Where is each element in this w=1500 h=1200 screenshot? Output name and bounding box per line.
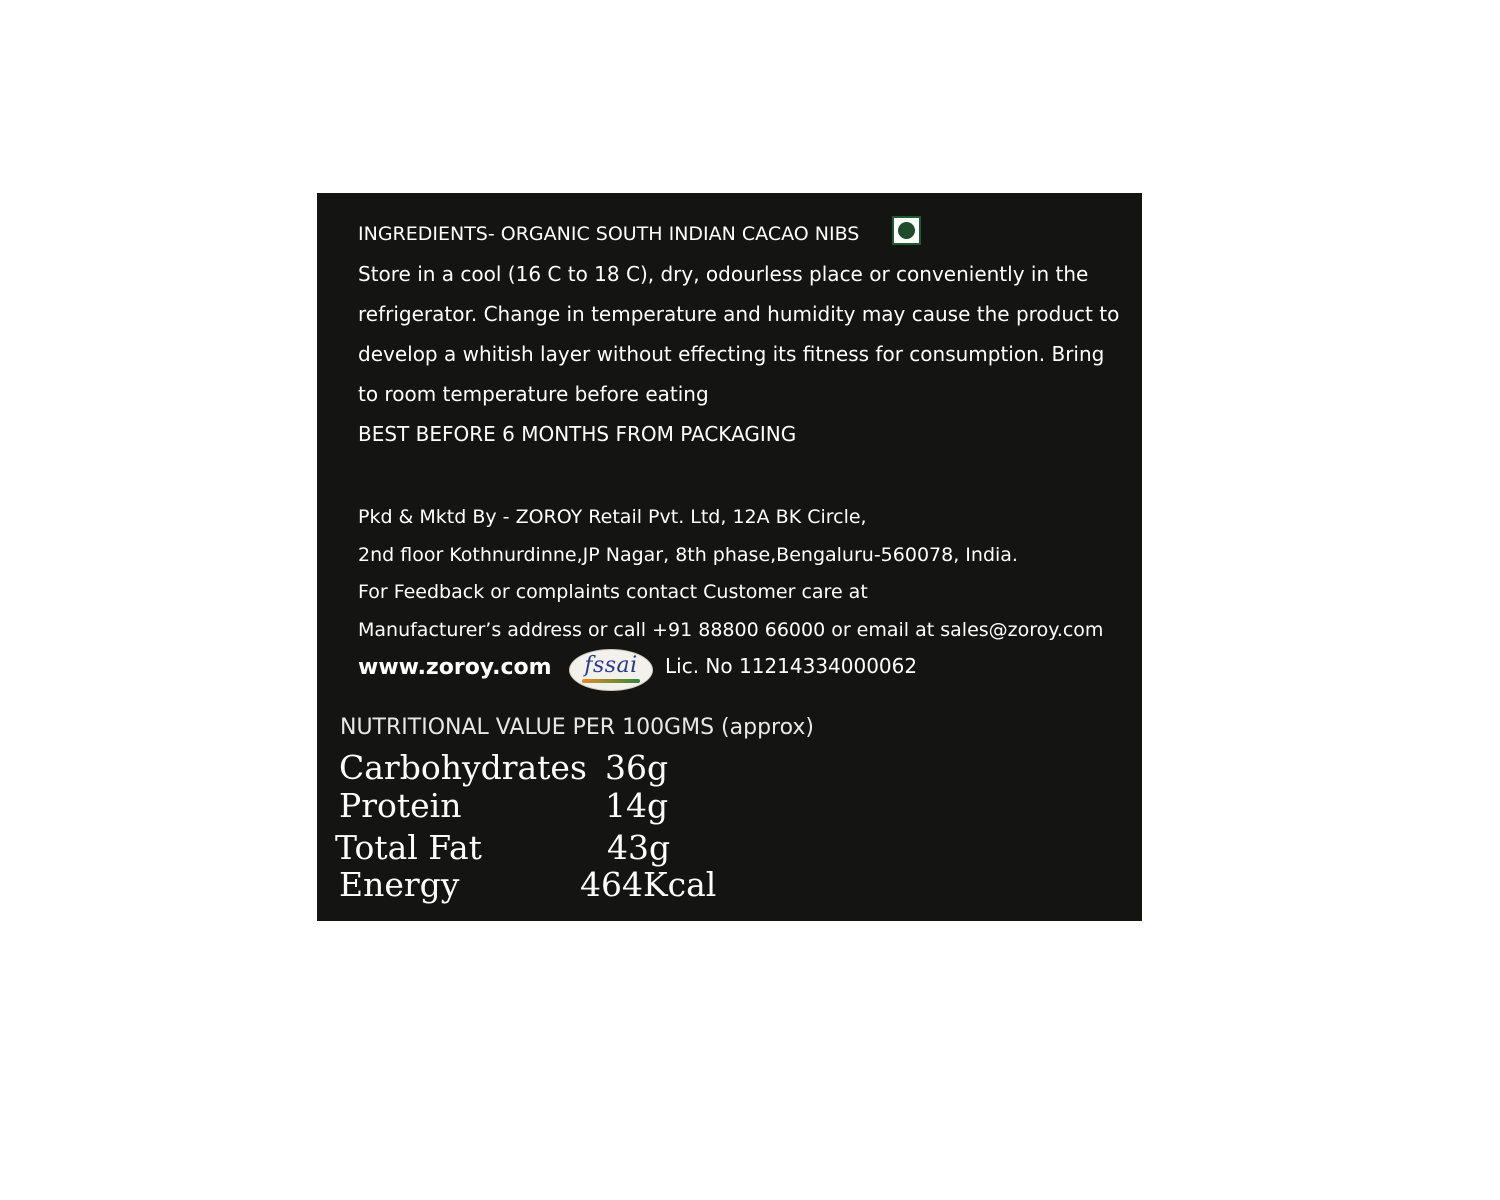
license-number: Lic. No 11214334000062 [665,654,918,678]
website-link[interactable]: www.zoroy.com [358,655,552,680]
storage-instructions [358,254,1119,454]
nutrient-name: Total Fat [335,828,482,867]
nutrient-name: Energy [339,865,460,904]
vegetarian-dot-icon [898,222,915,239]
nutrition-heading: NUTRITIONAL VALUE PER 100GMS (approx) [340,715,814,740]
best-before-line: BEST BEFORE 6 MONTHS FROM PACKAGING [358,422,797,446]
storage-line: to room temperature before eating [358,382,709,406]
nutrient-name: Protein [339,786,462,825]
storage-line: Store in a cool (16 C to 18 C), dry, odourless place or conveniently in the [358,262,1089,286]
nutrient-value: 43g [607,828,671,867]
storage-line: refrigerator. Change in temperature and humidity may cause the product to [358,302,1120,326]
nutrient-name: Carbohydrates [339,748,587,787]
storage-line: develop a whitish layer without effecting its fitness for consumption. Bring [358,342,1105,366]
product-label [317,193,1142,921]
nutrient-value: 464Kcal [580,865,717,904]
nutrient-value: 36g [605,748,669,787]
address-line: Pkd & Mktd By - ZOROY Retail Pvt. Ltd, 12A BK Circle, [358,506,867,528]
fssai-logo-text: fssai [584,653,638,678]
fssai-logo [569,649,653,691]
vegetarian-mark-icon [892,216,921,245]
fssai-swoosh-icon [582,679,640,683]
address-line: For Feedback or complaints contact Customer care at [358,581,868,603]
manufacturer-address [358,499,1103,649]
address-line: 2nd floor Kothnurdinne,JP Nagar, 8th phase,Bengaluru-560078, India. [358,543,1018,566]
ingredients-line: INGREDIENTS- ORGANIC SOUTH INDIAN CACAO NIBS [358,223,860,245]
nutrient-value: 14g [605,786,669,825]
address-line: Manufacturer’s address or call +91 88800 66000 or email at sales@zoroy.com [358,618,1104,641]
